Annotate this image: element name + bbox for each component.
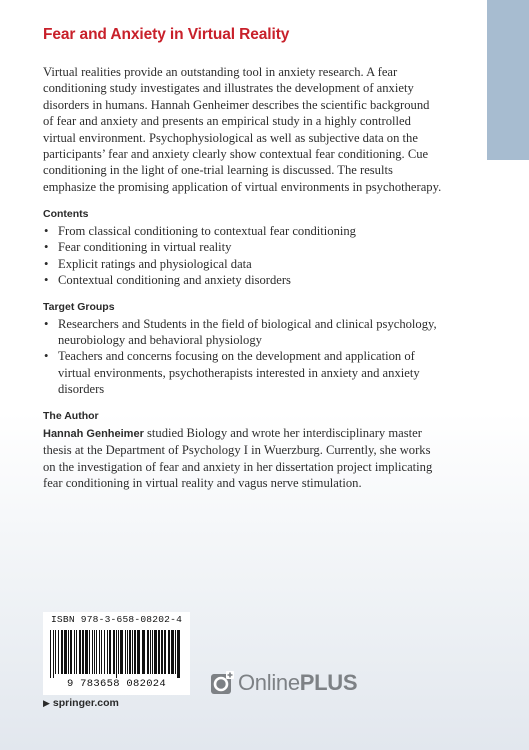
book-description: Virtual realities provide an outstanding tool in anxiety research. A fear conditioning study investigates and illustrates the development of anxiety disorders in humans. Hannah Genheimer describes the scientific background of fear and anxiety and presents an empirical study in a highly controlled virtual environment. Psychophysiological as well as subjective data on the participants’ fear and anxiety clearly show contextual fear conditioning. Cue conditioning in the light of one-trial learning is discussed. The results emphasize the promising application of virtual environments in psychotherapy. [43, 65, 442, 194]
target-groups-list [43, 316, 443, 397]
online-plus-text-online: Online [238, 670, 300, 695]
barcode-bar [134, 630, 136, 674]
list-item-text: Teachers and concerns focusing on the development and application of virtual environments, psychotherapists interested in anxiety and anxiety disorders [58, 349, 420, 396]
bullet-icon: • [44, 256, 49, 271]
barcode-bar [107, 630, 108, 674]
barcode-bar [70, 630, 72, 674]
list-item [43, 316, 443, 348]
barcode-bar [76, 630, 77, 674]
barcode-bar [142, 630, 145, 674]
barcode-bar [147, 630, 149, 674]
barcode-bar [171, 630, 174, 674]
barcode-bar [127, 630, 128, 674]
target-groups-heading: Target Groups [43, 301, 115, 314]
barcode-bar [129, 630, 131, 674]
barcode-bar [94, 630, 95, 674]
barcode-bar [132, 630, 133, 674]
barcode-bar [85, 630, 88, 674]
barcode-bar [64, 630, 67, 674]
bullet-icon: • [44, 224, 49, 239]
barcode-bar [53, 630, 54, 678]
barcode-bar [175, 630, 176, 674]
publisher-url: springer.com [52, 697, 119, 709]
barcode-bar [118, 630, 119, 674]
barcode-bar [101, 630, 102, 674]
list-item [43, 223, 443, 239]
list-item [43, 256, 443, 272]
list-item-text: Explicit ratings and physiological data [58, 256, 252, 271]
barcode-bar [68, 630, 69, 674]
barcode-bar [150, 630, 151, 674]
barcode-bar [61, 630, 63, 674]
author-name: Hannah Genheimer [43, 428, 144, 441]
list-item [43, 239, 443, 255]
barcode-bar [152, 630, 153, 674]
barcode-bar [161, 630, 163, 674]
bullet-icon: • [44, 349, 49, 364]
list-item-text: Fear conditioning in virtual reality [58, 240, 232, 255]
bullet-icon: • [44, 317, 49, 332]
isbn-label: ISBN 978-3-658-08202-4 [50, 614, 183, 625]
barcode-bar [58, 630, 59, 674]
barcode-bar [96, 630, 97, 674]
barcode-bar [104, 630, 105, 674]
barcode-bar [79, 630, 81, 674]
back-cover-text [43, 26, 443, 505]
list-item-text: Contextual conditioning and anxiety disorders [58, 272, 291, 287]
bullet-icon: • [44, 240, 49, 255]
barcode-bar [82, 630, 84, 674]
arrow-right-icon: ▶ [43, 698, 50, 708]
barcode-bar [177, 630, 180, 678]
barcode-bar [99, 630, 100, 674]
author-bio [43, 425, 443, 492]
bullet-icon: • [44, 272, 49, 287]
barcode-bar [116, 630, 117, 678]
author-bio-text: studied Biology and wrote her interdisciplinary master thesis at the Department of Psychology I in Wuerzburg. Currently, she works on the investigation of fear and anxiety in her dissertation project implicating fear conditioning in virtual reality and vagus nerve stimulation. [43, 426, 433, 491]
barcode-bar [154, 630, 157, 674]
barcode-bar [120, 630, 123, 674]
barcode-bar [164, 630, 166, 674]
barcode-bar [158, 630, 160, 674]
barcode-bar [50, 630, 51, 678]
barcode-bar [92, 630, 93, 674]
list-item-text: From classical conditioning to contextual fear conditioning [58, 224, 356, 239]
contents-heading: Contents [43, 208, 89, 221]
barcode-bar [74, 630, 75, 674]
barcode-bar [125, 630, 126, 674]
list-item-text: Researchers and Students in the field of biological and clinical psychology, neurobiology and behavioral physiology [58, 317, 437, 348]
list-item [43, 272, 443, 288]
book-title: Fear and Anxiety in Virtual Reality [43, 26, 290, 43]
online-plus-logo [210, 668, 357, 698]
contents-list [43, 223, 443, 288]
barcode-bars [50, 630, 183, 678]
barcode-bar [109, 630, 111, 674]
barcode-bar [55, 630, 56, 674]
list-item [43, 348, 443, 397]
ean-digits: 9 783658 082024 [66, 678, 166, 690]
author-heading: The Author [43, 410, 99, 423]
barcode-bar [137, 630, 140, 674]
online-plus-icon [210, 671, 234, 695]
isbn-barcode [43, 612, 190, 695]
cover-side-tab [487, 0, 529, 160]
barcode-bar [113, 630, 115, 674]
barcode-bar [168, 630, 170, 674]
barcode-bar [89, 630, 90, 674]
publisher-link[interactable] [43, 697, 119, 709]
online-plus-text-plus: PLUS [299, 670, 358, 695]
